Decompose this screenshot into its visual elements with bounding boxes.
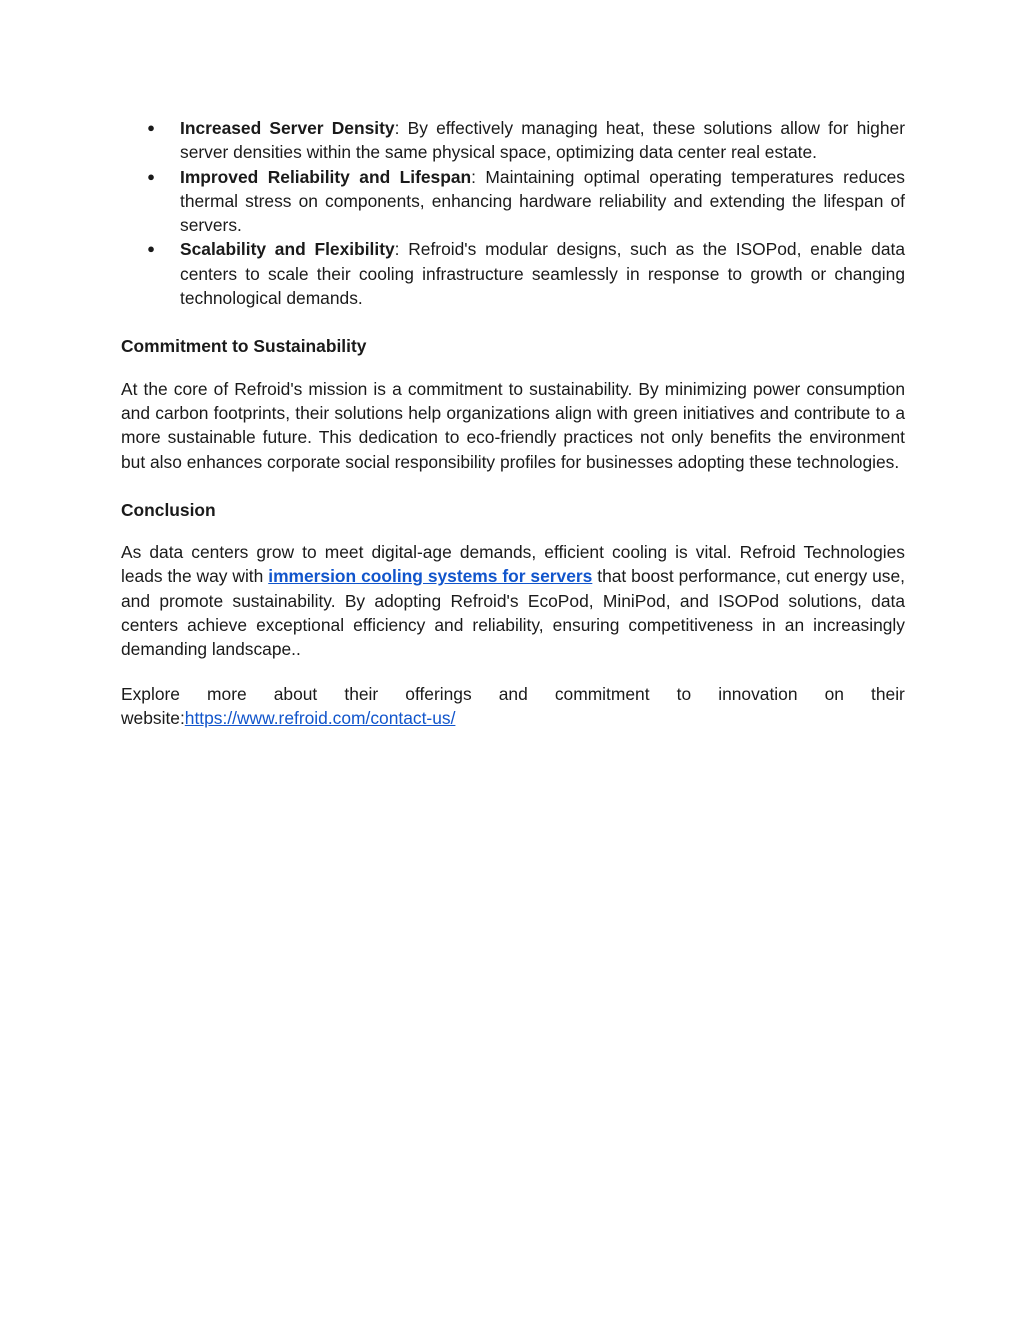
explore-word: Explore	[121, 683, 180, 704]
bullet-icon: ●	[147, 168, 155, 184]
bullet-text: : Maintaining optimal operating temperatures reduces thermal stress on components, enhancing hardware reliability and extending the lifespan of servers.	[180, 166, 906, 236]
explore-word: and	[498, 683, 528, 704]
bullet-text: : By effectively managing heat, these solutions allow for higher server densities within the same physical space, optimizing data center real estate.	[180, 118, 905, 163]
explore-word: innovation	[718, 683, 798, 704]
explore-word: commitment	[554, 683, 650, 704]
list-item	[121, 116, 905, 165]
bullet-icon: ●	[147, 120, 155, 135]
conclusion-text-end: that boost performance, cut energy use, and promote sustainability. By adopting Refroid's EcoPod, MiniPod, and ISOPod solutions, data centers achieve exceptional efficiency and reliability, ensuring competitiveness in an increasingly demanding landscape..	[121, 566, 906, 660]
conclusion-text-start: As data centers grow to meet digital-age demands, efficient cooling is vital. Refroid Technologies leads the way with	[121, 542, 905, 587]
explore-word: about	[273, 683, 318, 704]
immersion-cooling-link[interactable]: immersion cooling systems for servers	[268, 566, 593, 587]
explore-word: on	[824, 683, 844, 704]
contact-us-link[interactable]: https://www.refroid.com/contact-us/	[184, 707, 456, 728]
explore-word: their	[344, 683, 379, 704]
conclusion-heading: Conclusion	[121, 499, 216, 520]
bullet-icon: ●	[147, 241, 155, 257]
bullet-title: Improved Reliability and Lifespan	[180, 166, 472, 187]
sustainability-paragraph: At the core of Refroid's mission is a commitment to sustainability. By minimizing power consumption and carbon footprints, their solutions help organizations align with green initiatives and contribute to a more sustainable future. This dedication to eco-friendly practices not only benefits the environment but also enhances corporate social responsibility profiles for businesses adopting these technologies.	[121, 378, 905, 472]
document-page	[121, 116, 905, 730]
list-item	[121, 237, 905, 310]
website-line	[121, 706, 905, 730]
bullet-text: : Refroid's modular designs, such as the ISOPod, enable data centers to scale their cooling infrastructure seamlessly in response to growth or changing technological demands.	[180, 239, 905, 309]
explore-word: their	[871, 683, 905, 704]
benefits-list	[121, 116, 905, 310]
bullet-title: Scalability and Flexibility	[180, 239, 395, 260]
explore-word: offerings	[405, 683, 472, 704]
bullet-title: Increased Server Density	[180, 118, 395, 138]
explore-word: to	[676, 683, 692, 704]
list-item	[121, 165, 905, 238]
explore-line	[121, 682, 905, 706]
sustainability-heading: Commitment to Sustainability	[121, 336, 367, 357]
conclusion-paragraph	[121, 540, 905, 661]
website-prefix: website:	[121, 707, 185, 728]
explore-word: more	[207, 683, 247, 704]
